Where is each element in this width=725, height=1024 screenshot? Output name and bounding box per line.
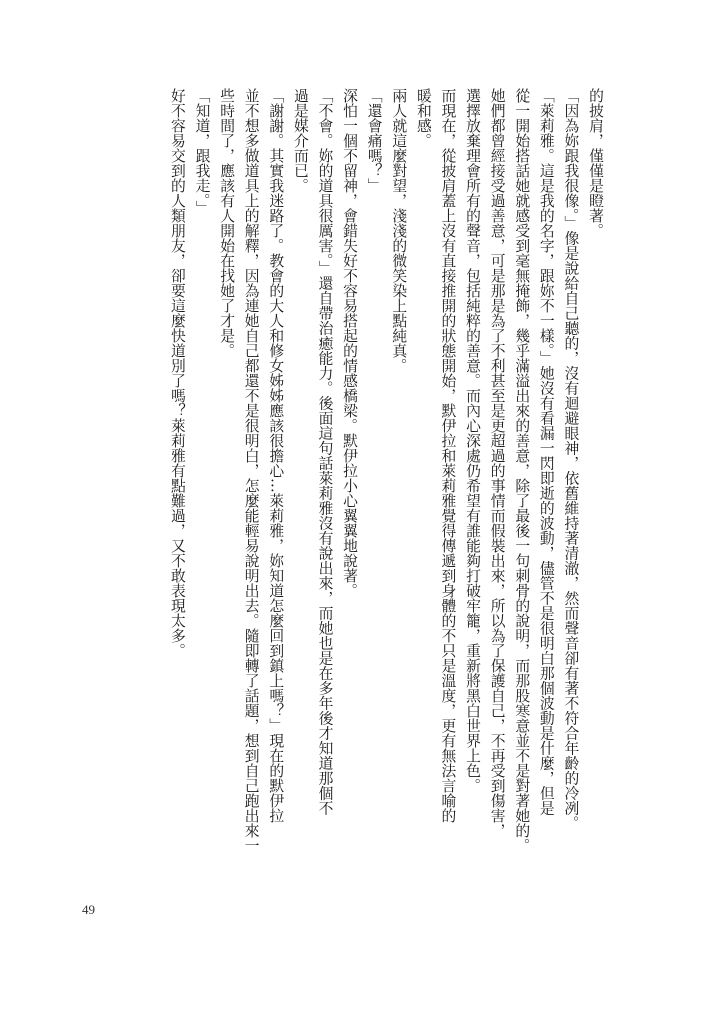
text-line: 她們都曾經接受過善意，可是那是為了不利甚至是更超過的事情而假裝出來，所以為了保護自己，不再受到傷害， (488, 88, 506, 838)
text-line: 「還會痛嗎？」 (365, 88, 383, 193)
text-line: 好不容易交到的人類朋友，卻要這麼快道別了嗎？萊莉雅有點難過，又不敢表現太多。 (168, 88, 186, 658)
text-line: 「謝謝。其實我迷路了。教會的大人和修女姊姊應該很擔心…萊莉雅，妳知道怎麼回到鎮上嗎？」現在的默伊拉 (267, 88, 285, 823)
text-line: 暖和感。 (414, 88, 432, 148)
text-line: 「不會。妳的道具很厲害。」還自帶治癒能力。後面這句話萊莉雅沒有說出來，而她也是在多年後才知道那個不 (316, 88, 334, 816)
text-line: 些時間了，應該有人開始在找她了才是。 (218, 88, 236, 358)
text-line: 過是媒介而已。 (291, 88, 309, 193)
text-line: 「萊莉雅。這是我的名字，跟妳不一樣。」她沒有看漏一閃即逝的波動，儘管不是很明白那個波動是什麼，但是 (537, 88, 555, 816)
text-line: 深怕一個不留神，會錯失好不容易搭起的情感橋梁。默伊拉小心翼翼地說著。 (341, 88, 359, 598)
text-line: 選擇放棄理會所有的聲音，包括純粹的善意。而內心深處仍希望有誰能夠打破牢籠，重新將黑白世界上色。 (464, 88, 482, 793)
text-line: 的披肩，僅僅是瞪著。 (587, 88, 604, 238)
page-number: 49 (82, 902, 95, 917)
text-line: 從一開始搭話她就感受到毫無掩飾，幾乎滿溢出來的善意，除了最後一句刺骨的說明，而那股寒意並不是對著她的。 (513, 88, 531, 853)
text-line: 「知道，跟我走。」 (193, 88, 211, 216)
text-line: 而現在，從披肩蓋上沒有直接推開的狀態開始，默伊拉和萊莉雅覺得傳遞到身體的不只是溫度，更有無法言喻的 (439, 88, 457, 823)
text-line: 兩人就這麼對望，淺淺的微笑染上點純真。 (390, 88, 408, 373)
text-line: 「因為妳跟我很像。」像是說給自己聽的，沒有迴避眼神，依舊維持著清澈，然而聲音卻有著不符合年齡的冷冽。 (562, 88, 580, 831)
text-line: 並不想多做道具上的解釋，因為連她自己都還不是很明白，怎麼能輕易說明出去。隨即轉了話題，想到自己跑出來一 (242, 88, 260, 853)
vertical-text-block (164, 88, 607, 878)
